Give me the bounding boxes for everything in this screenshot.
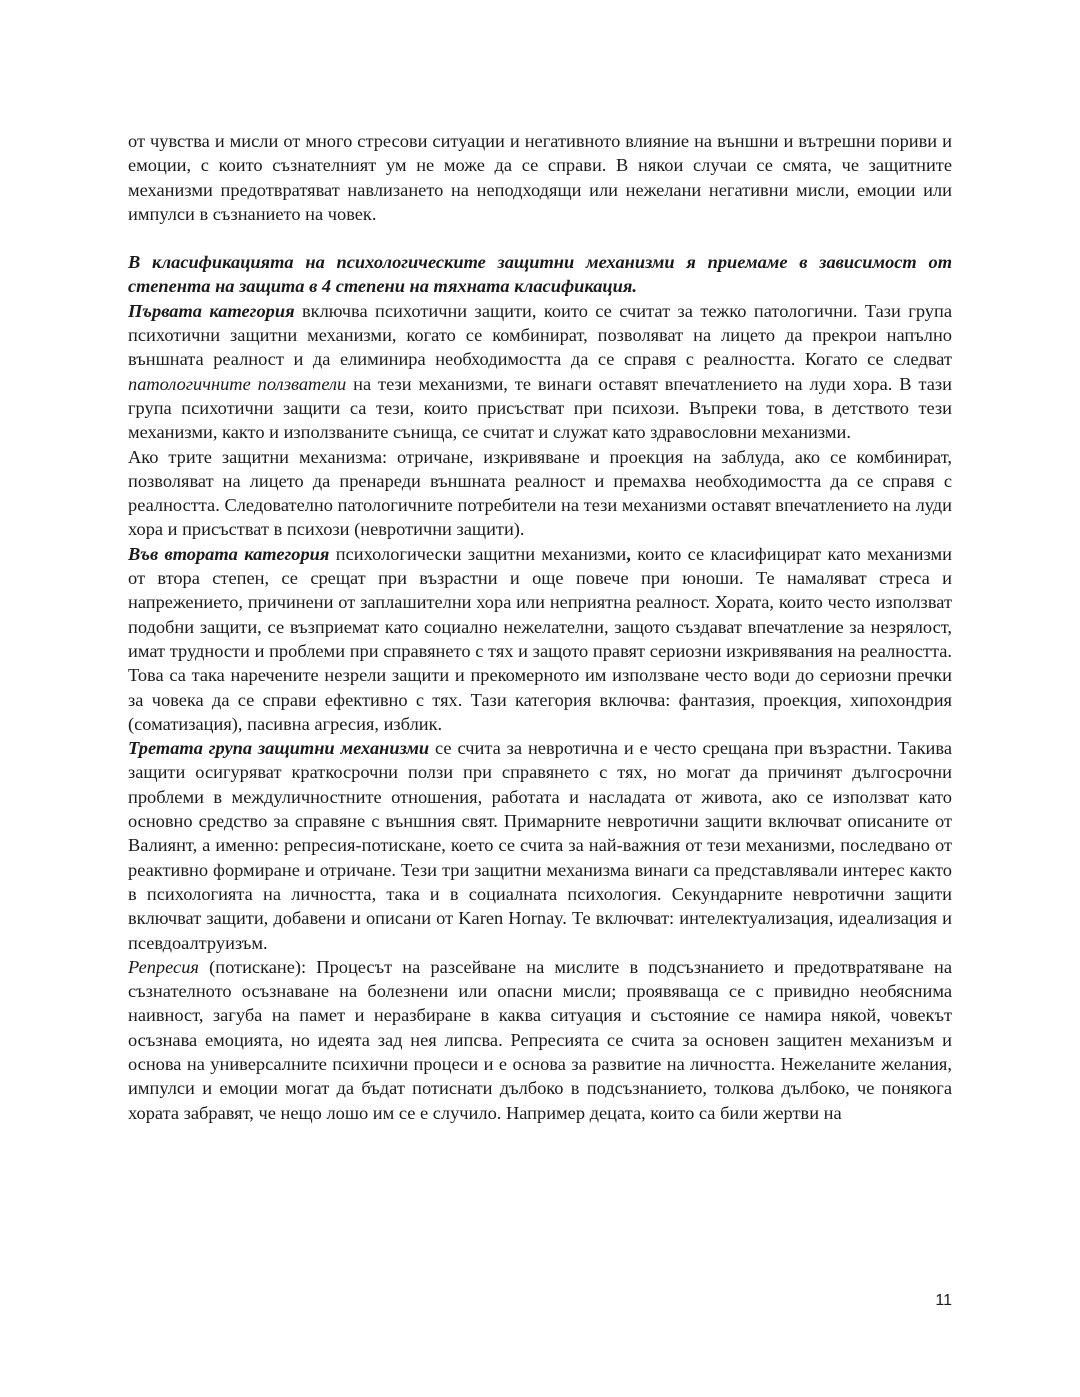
third-group-lead: Третата група защитни механизми bbox=[128, 738, 430, 759]
first-category-lead: Първата категория bbox=[128, 300, 295, 321]
third-group-text: се счита за невротична и е често срещана при възрастни. Такива защити осигуряват краткосрочни ползи при справянето с тях, но могат да причинят дългосрочни проблеми в междуличностните отношения, работата и насладата от живота, ако се използват като основно средство за справяне с външния свят. Примарните невротични защити включват описаните от Валиянт, а именно: репресия-потискане, което се счита за най-важния от тези механизми, последвано от реактивно формиране и отричане. Тези три защитни механизма винаги са представлявали интерес както в психологията на личността, така и в социалната психология. Секундарните невротични защити включват защити, добавени и описани от Karen Hornay. Те включват: интелектуализация, идеализация и псевдоалтруизъм. bbox=[128, 738, 952, 953]
repression-lead: Репресия bbox=[128, 956, 199, 977]
paragraph-intro-continuation: от чувства и мисли от много стресови ситуации и негативното влияние на външни и вътрешни пориви и емоции, с които съзнателният ум не може да се справи. В някои случаи се смята, че защитните механизми предотвратяват навлизането на неподходящи или нежелани негативни мисли, емоции или импулси в съзнанието на човек. bbox=[128, 131, 952, 224]
second-category-bold-comma: , bbox=[626, 543, 631, 564]
paragraph-second-category bbox=[128, 542, 952, 736]
paragraph-repression bbox=[128, 955, 952, 1125]
first-category-text-2: на тези механизми, те винаги оставят впечатлението на луди хора. В тази група психотични защити са тези, които присъстват при психози. Въпреки това, в детството тези механизми, както и използваните сънища, се считат и служат като здравословни механизми. bbox=[128, 373, 952, 443]
paragraph-three-mechanisms: Ако трите защитни механизма: отричане, изкривяване и проекция на заблуда, ако се комбинират, позволяват на лицето да пренареди външната реалност и премахва необходимостта да се справя с реалността. Следователно патологичните потребители на тези механизми оставят впечатлението на луди хора и присъстват в психози (невротични защити). bbox=[128, 446, 952, 540]
page-number: 11 bbox=[935, 1292, 952, 1309]
paragraph-third-group bbox=[128, 736, 952, 955]
paragraph-first-category bbox=[128, 299, 952, 445]
repression-text: (потискане): Процесът на разсейване на мислите в подсъзнанието и предотвратяване на съзнателното осъзнаване на болезнени или опасни мисли; проявяваща се с привидно необяснима наивност, загуба на памет и неразбиране в каква ситуация и състояние се намира някой, човекът осъзнава емоцията, но идеята зад нея липсва. Репресията се счита за основен защитен механизъм и основа на универсалните психични процеси и е основа за развитие на личността. Нежеланите желания, импулси и емоции могат да бъдат потиснати дълбоко в подсъзнанието, толкова дълбоко, че понякога хората забравят, че нещо лошо им се е случило. Например децата, които са били жертви на bbox=[128, 956, 952, 1123]
second-category-lead: Във втората категория bbox=[128, 543, 330, 564]
section-heading: В класификацията на психологическите защитни механизми я приемаме в зависимост от степента на защита в 4 степени на тяхната класификация. bbox=[128, 252, 952, 297]
paragraph-spacer bbox=[128, 226, 952, 250]
second-category-text-1: психологически защитни механизми bbox=[329, 543, 627, 564]
first-category-italic-term: патологичните ползватели bbox=[128, 373, 347, 394]
page-body bbox=[128, 129, 952, 1125]
second-category-text-2: които се класифицират като механизми от втора степен, се срещат при възрастни и още повече при юноши. Те намаляват стреса и напрежението, причинени от заплашителни хора или неприятна реалност. Хората, които често използват подобни защити, се възприемат като социално нежелателни, защото създават впечатление за незрялост, имат трудности и проблеми при справянето с тях и защото правят сериозни изкривявания на реалността. Това са така наречените незрели защити и прекомерното им използване често води до сериозни пречки за човека да се справи ефективно с тях. Тази категория включва: фантазия, проекция, хипохондрия (соматизация), пасивна агресия, изблик. bbox=[128, 543, 952, 734]
first-category-text-1: включва психотични защити, които се считат за тежко патологични. Тази група психотични защитни механизми, когато се комбинират, позволяват на лицето да прекрои напълно външната реалност и да елиминира необходимостта да се справя с реалността. Когато се следват bbox=[128, 300, 952, 370]
